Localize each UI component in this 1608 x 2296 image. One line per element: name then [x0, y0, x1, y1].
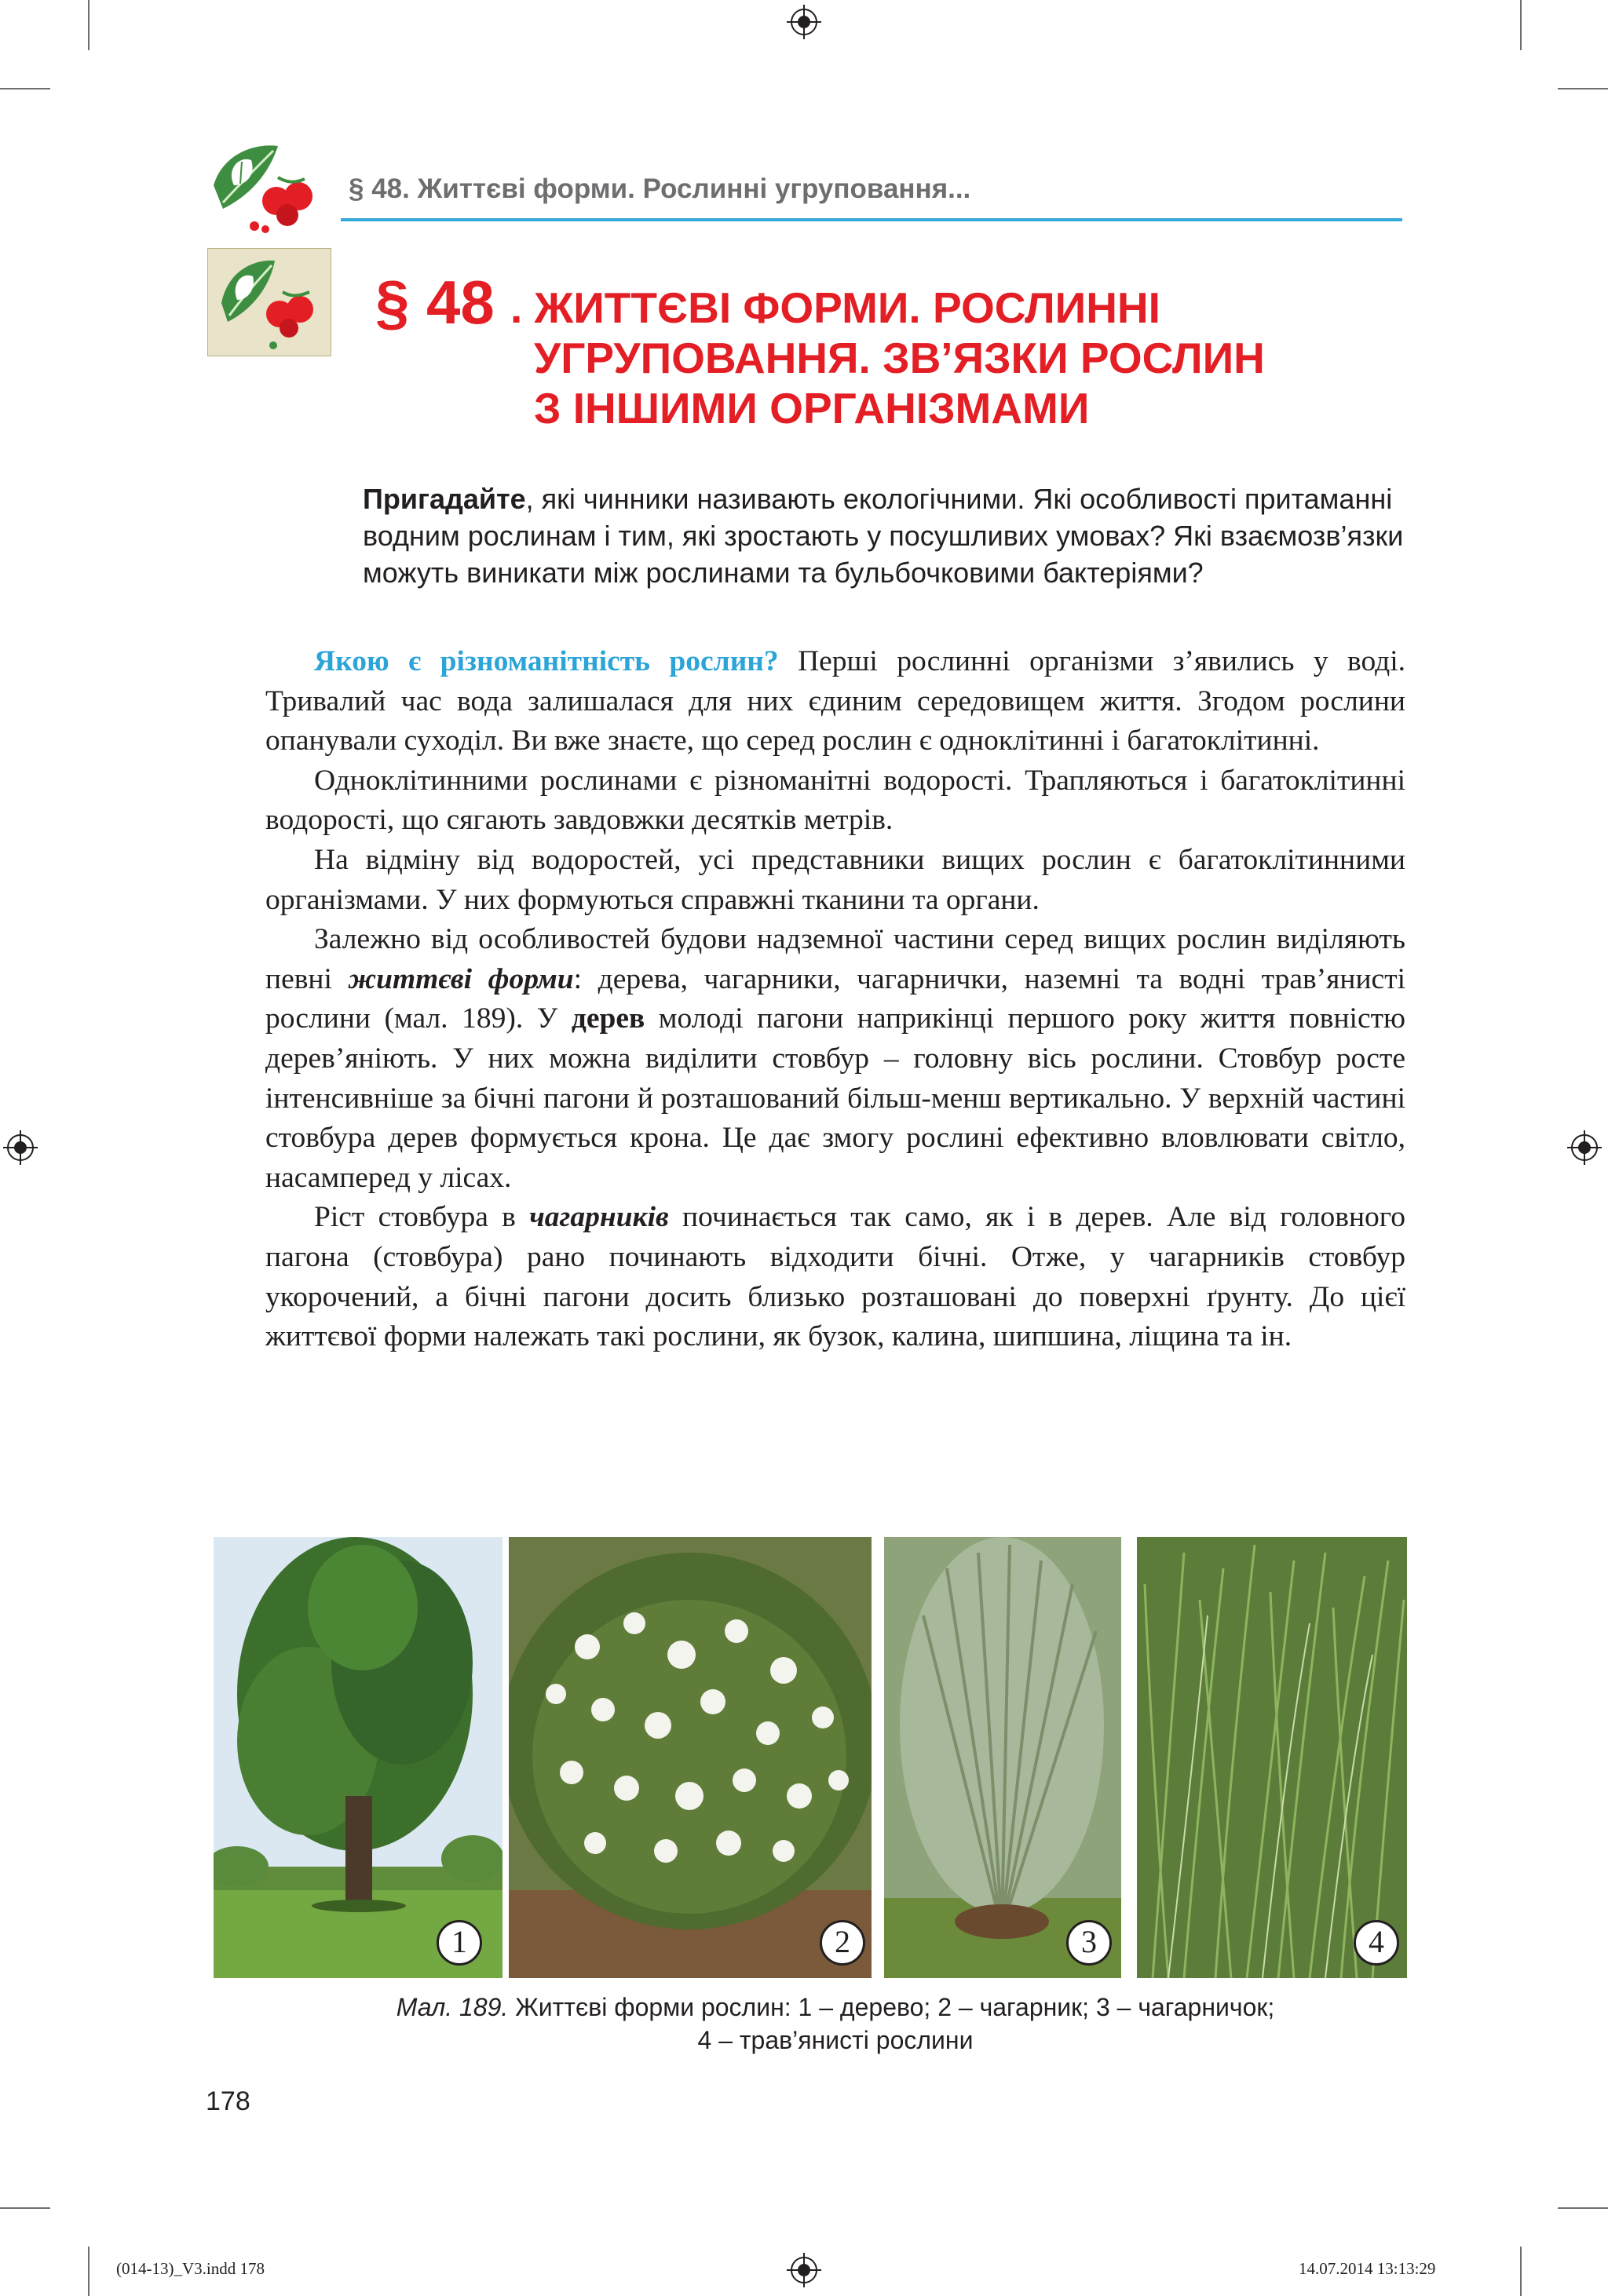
crop-mark-bottom-left-v [88, 2247, 90, 2296]
running-header [341, 168, 1402, 221]
paragraph-4-text-a: Залежно від особливостей будови надземної частини серед вищих рослин виділяють певні [265, 923, 1405, 995]
paragraph-5-text-b: починається так само, як і в дерев. Але від головного пагона (стовбура) рано починають відходити бічні. Отже, у чагарників стовбур укорочений, а бічні пагони досить близько розташовані до поверхні ґрунту. До цієї життєвої форми належать такі рослини, як бузок, калина, шипшина, ліщина та ін. [265, 1201, 1405, 1353]
crop-mark-top-left-v [88, 0, 90, 50]
slug-file-info: (014-13)_V3.indd 178 [116, 2259, 265, 2278]
paragraph-3: На відміну від водоростей, усі представники вищих рослин є багатоклітинними організмами. У них формуються справжні тканини та органи. [265, 843, 1405, 916]
recall-block [363, 480, 1415, 591]
registration-mark-left-icon [3, 1130, 38, 1165]
paragraph-4-text-c: молоді пагони наприкінці першого року життя повністю дерев’яніють. У них можна виділити стовбур – головну вісь рослини. Стовбур росте інтенсивніше за бічні пагони й розташований більш-менш вертикально. У верхній частині стовбура дерев формується крона. Це дає змогу рослині ефективно вловлювати світло, насамперед у лісах. [265, 1002, 1405, 1194]
crop-mark-top-right-v [1520, 0, 1522, 50]
photo-shrub [509, 1537, 872, 1978]
crop-mark-bottom-right-v [1520, 2247, 1522, 2296]
figure-label-2: 2 [820, 1920, 865, 1966]
figure-label-1: 1 [437, 1920, 482, 1966]
grass-image [1137, 1537, 1407, 1978]
term-life-forms: життєві форми [348, 962, 574, 995]
paragraph-4 [265, 920, 1405, 1198]
paragraph-5-text-a: Ріст стовбура в [314, 1201, 530, 1234]
figure-label-3: 3 [1066, 1920, 1112, 1966]
figure-caption [265, 1991, 1405, 2057]
paragraph-2: Одноклітинними рослинами є різноманітні водорості. Трапляються і багатоклітинні водорості, що сягають завдовжки десятків метрів. [265, 764, 1405, 837]
crop-mark-top-right-h [1558, 88, 1608, 89]
recall-lead: Пригадайте [363, 483, 526, 515]
body-text [265, 642, 1405, 1357]
title-line-1: . ЖИТТЄВІ ФОРМИ. РОСЛИННІ [510, 283, 1160, 332]
slug-timestamp: 14.07.2014 13:13:29 [1299, 2259, 1436, 2278]
registration-mark-bottom-icon [787, 2253, 821, 2287]
recall-text: , які чинники називають екологічними. Які особливості притаманні водним рослинам і тим, які зростають у посушливих умовах? Які взаємозв’язки можуть виникати між рослинами та бульбочковими бактеріями? [363, 483, 1404, 589]
section-leaf-logo-icon [207, 138, 325, 237]
photo-tree [214, 1537, 502, 1978]
question-heading: Якою є різноманітність рослин? [314, 645, 779, 677]
page-number: 178 [206, 2086, 250, 2116]
paragraph-1-text: Перші рослинні організми з’явились у воді. Тривалий час вода залишалася для них єдиним середовищем життя. Згодом рослини опанували суходіл. Ви вже знаєте, що серед рослин є одноклітинні і багатоклітинні. [265, 645, 1405, 757]
figure-caption-line-1 [265, 1991, 1405, 2024]
subshrub-image [884, 1537, 1121, 1978]
figure-caption-line-2: 4 – трав’янисті рослини [697, 2026, 974, 2054]
tree-image [214, 1537, 502, 1978]
figure-caption-text: Життєві форми рослин: 1 – дерево; 2 – чагарник; 3 – чагарничок; [508, 1993, 1275, 2021]
title-line-2: УГРУПОВАННЯ. ЗВ’ЯЗКИ РОСЛИН [534, 334, 1265, 382]
photo-subshrub [884, 1537, 1121, 1978]
term-shrubs: чагарників [529, 1201, 669, 1234]
crop-mark-bottom-right-h [1558, 2207, 1608, 2209]
shrub-image [509, 1537, 872, 1978]
title-badge-icon [207, 248, 331, 356]
figure-label-4: 4 [1354, 1920, 1399, 1966]
section-title-text [510, 283, 1476, 433]
paragraph-1 [265, 642, 1405, 761]
figure-caption-ref: Мал. 189. [396, 1993, 509, 2021]
crop-mark-bottom-left-h [0, 2207, 50, 2209]
registration-mark-top-icon [787, 5, 821, 39]
registration-mark-right-icon [1567, 1130, 1602, 1165]
title-line-3: З ІНШИМИ ОРГАНІЗМАМИ [534, 384, 1090, 433]
photo-grass [1137, 1537, 1407, 1978]
term-trees: дерев [571, 1002, 645, 1035]
crop-mark-top-left-h [0, 88, 50, 89]
paragraph-4-text-b: : дерева, чагарники, чагарнички, наземні та водні трав’янисті рослини (мал. 189). У [265, 962, 1406, 1035]
section-number: § 48 [375, 268, 495, 337]
paragraph-5 [265, 1198, 1405, 1356]
running-header-title: § 48. Життєві форми. Рослинні угруповання... [349, 173, 971, 204]
